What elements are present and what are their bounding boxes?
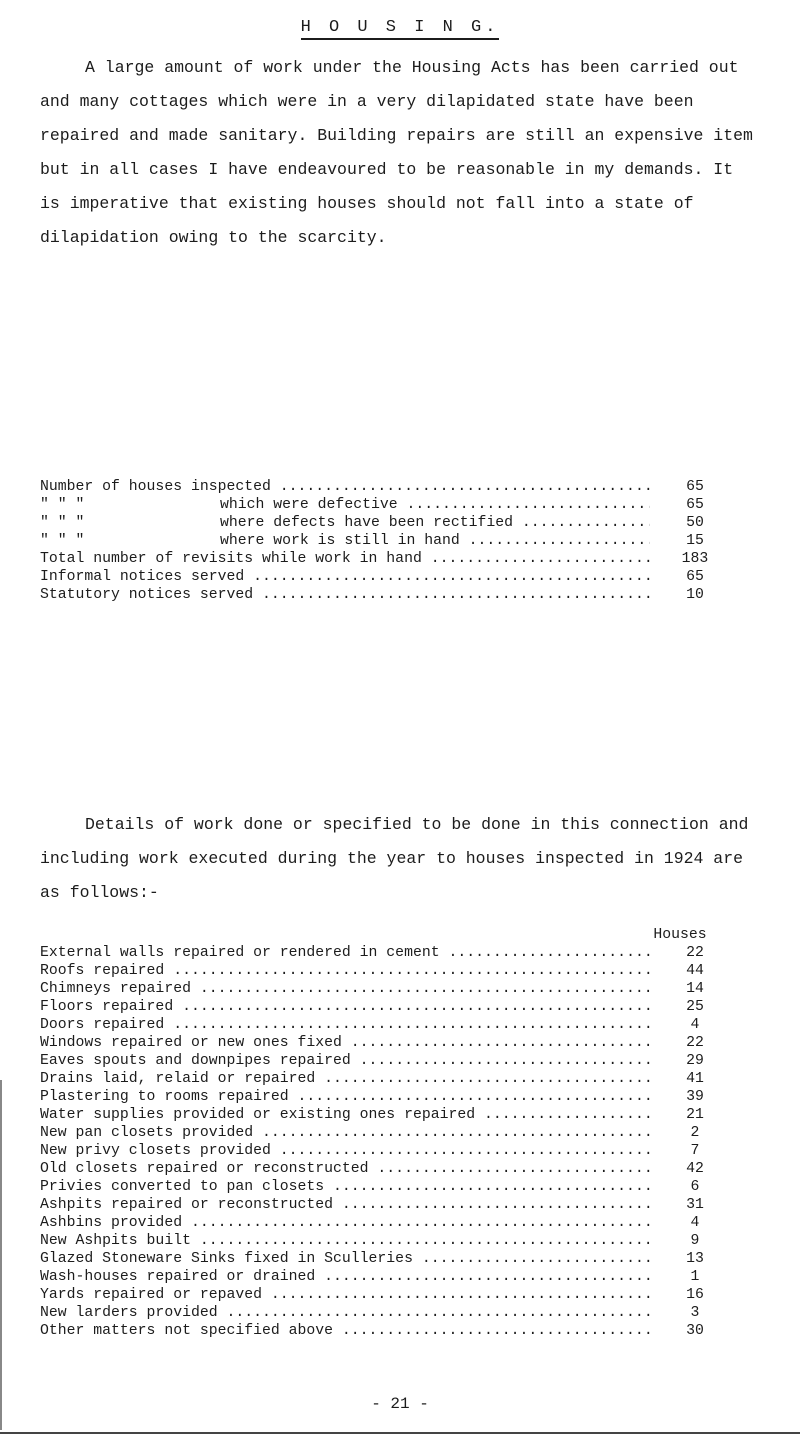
ditto-marks: " " " (40, 515, 85, 531)
work-label: New privy closets provided ..... (40, 1142, 650, 1160)
stat-label: where defects have been rectified ..... (70, 515, 650, 531)
stat-label-wrap (40, 532, 650, 550)
work-label: Ashbins provided ..... (40, 1214, 650, 1232)
work-row (40, 944, 780, 962)
stat-label: Statutory notices served ..... (40, 586, 650, 604)
heading-text: H O U S I N G. (301, 18, 500, 40)
work-label: Roofs repaired ..... (40, 962, 650, 980)
work-label: Windows repaired or new ones fixed ..... (40, 1034, 650, 1052)
work-count: 16 (686, 1287, 704, 1303)
work-row (40, 1232, 780, 1250)
work-row (40, 1214, 780, 1232)
inspection-stats-list (40, 478, 780, 604)
stat-label: Total number of revisits while work in hand ..... (40, 550, 650, 568)
work-count: 22 (686, 945, 704, 961)
work-label: Floors repaired ..... (40, 998, 650, 1016)
stat-label: which were defective ..... (70, 497, 650, 513)
work-count: 9 (690, 1233, 700, 1249)
work-row (40, 1250, 780, 1268)
stat-label: Informal notices served ..... (40, 568, 650, 586)
stat-value: 65 (686, 497, 704, 513)
work-label: New pan closets provided ..... (40, 1124, 650, 1142)
stat-row (40, 586, 780, 604)
work-count: 2 (690, 1125, 700, 1141)
stat-row (40, 496, 780, 514)
intro-paragraph: A large amount of work under the Housing Acts has been carried out and many cottages which were in a very dilapidated state have been repaired and made sanitary. Building repairs are still an expensive item but in all cases I have endeavoured to be reasonable in my demands. It is imperative that existing houses should not fall into a state of dilapidation owing to the scarcity. (40, 58, 753, 247)
stat-row (40, 550, 780, 568)
ditto-marks: " " " (40, 533, 85, 549)
page-number: - 21 - (371, 1395, 429, 1413)
work-count: 7 (690, 1143, 700, 1159)
work-count: 42 (686, 1161, 704, 1177)
work-row (40, 1124, 780, 1142)
work-row (40, 1106, 780, 1124)
work-label: New Ashpits built ..... (40, 1232, 650, 1250)
stat-label: Number of houses inspected ..... (40, 478, 650, 496)
work-label: Privies converted to pan closets ..... (40, 1178, 650, 1196)
work-row (40, 1016, 780, 1034)
stat-value: 183 (681, 551, 709, 567)
work-row (40, 1034, 780, 1052)
work-count: 4 (690, 1017, 700, 1033)
stat-value: 50 (686, 515, 704, 531)
work-label: Glazed Stoneware Sinks fixed in Sculleries ..... (40, 1250, 650, 1268)
stat-value: 15 (686, 533, 704, 549)
work-count: 41 (686, 1071, 704, 1087)
work-count: 25 (686, 999, 704, 1015)
work-count: 21 (686, 1107, 704, 1123)
stat-row (40, 568, 780, 586)
work-row (40, 1196, 780, 1214)
work-label: Other matters not specified above ..... (40, 1322, 650, 1340)
work-row (40, 1142, 780, 1160)
work-label: Old closets repaired or reconstructed ..... (40, 1160, 650, 1178)
work-count: 22 (686, 1035, 704, 1051)
work-row (40, 998, 780, 1016)
stat-row (40, 532, 780, 550)
work-label: Drains laid, relaid or repaired ..... (40, 1070, 650, 1088)
stat-value: 10 (686, 587, 704, 603)
work-row (40, 1070, 780, 1088)
work-row (40, 1160, 780, 1178)
work-row (40, 1178, 780, 1196)
work-label: Ashpits repaired or reconstructed ..... (40, 1196, 650, 1214)
work-count: 6 (690, 1179, 700, 1195)
stat-value: 65 (686, 479, 704, 495)
work-count: 44 (686, 963, 704, 979)
work-row (40, 962, 780, 980)
work-label: Eaves spouts and downpipes repaired ..... (40, 1052, 650, 1070)
work-label: Chimneys repaired ..... (40, 980, 650, 998)
work-row (40, 1322, 780, 1340)
ditto-marks: " " " (40, 497, 85, 513)
work-label: Water supplies provided or existing ones repaired ..... (40, 1106, 650, 1124)
bottom-edge-rule (0, 1432, 800, 1434)
page-heading (0, 18, 800, 37)
work-row (40, 1304, 780, 1322)
work-row (40, 1268, 780, 1286)
work-row (40, 980, 780, 998)
work-label: Doors repaired ..... (40, 1016, 650, 1034)
work-count: 4 (690, 1215, 700, 1231)
stat-label-wrap (40, 496, 650, 514)
work-count: 14 (686, 981, 704, 997)
work-label: Wash-houses repaired or drained ..... (40, 1268, 650, 1286)
stat-row (40, 514, 780, 532)
work-count: 30 (686, 1323, 704, 1339)
work-count: 31 (686, 1197, 704, 1213)
details-paragraph: Details of work done or specified to be done in this connection and including work executed during the year to houses inspected in 1924 are as follows:- (40, 815, 749, 902)
work-items-list (40, 944, 780, 1340)
work-row (40, 1052, 780, 1070)
stat-row (40, 478, 780, 496)
work-count: 29 (686, 1053, 704, 1069)
work-label: Plastering to rooms repaired ..... (40, 1088, 650, 1106)
left-margin-rule (0, 1080, 2, 1430)
stat-label-wrap (40, 514, 650, 532)
work-count: 13 (686, 1251, 704, 1267)
work-label: Yards repaired or repaved ..... (40, 1286, 650, 1304)
work-count: 39 (686, 1089, 704, 1105)
work-label: New larders provided ..... (40, 1304, 650, 1322)
stat-label: where work is still in hand ..... (70, 533, 650, 549)
work-label: External walls repaired or rendered in cement ..... (40, 944, 650, 962)
work-count: 3 (690, 1305, 700, 1321)
work-row (40, 1286, 780, 1304)
stat-value: 65 (686, 569, 704, 585)
work-row (40, 1088, 780, 1106)
houses-column-header: Houses (653, 927, 707, 943)
work-count: 1 (690, 1269, 700, 1285)
